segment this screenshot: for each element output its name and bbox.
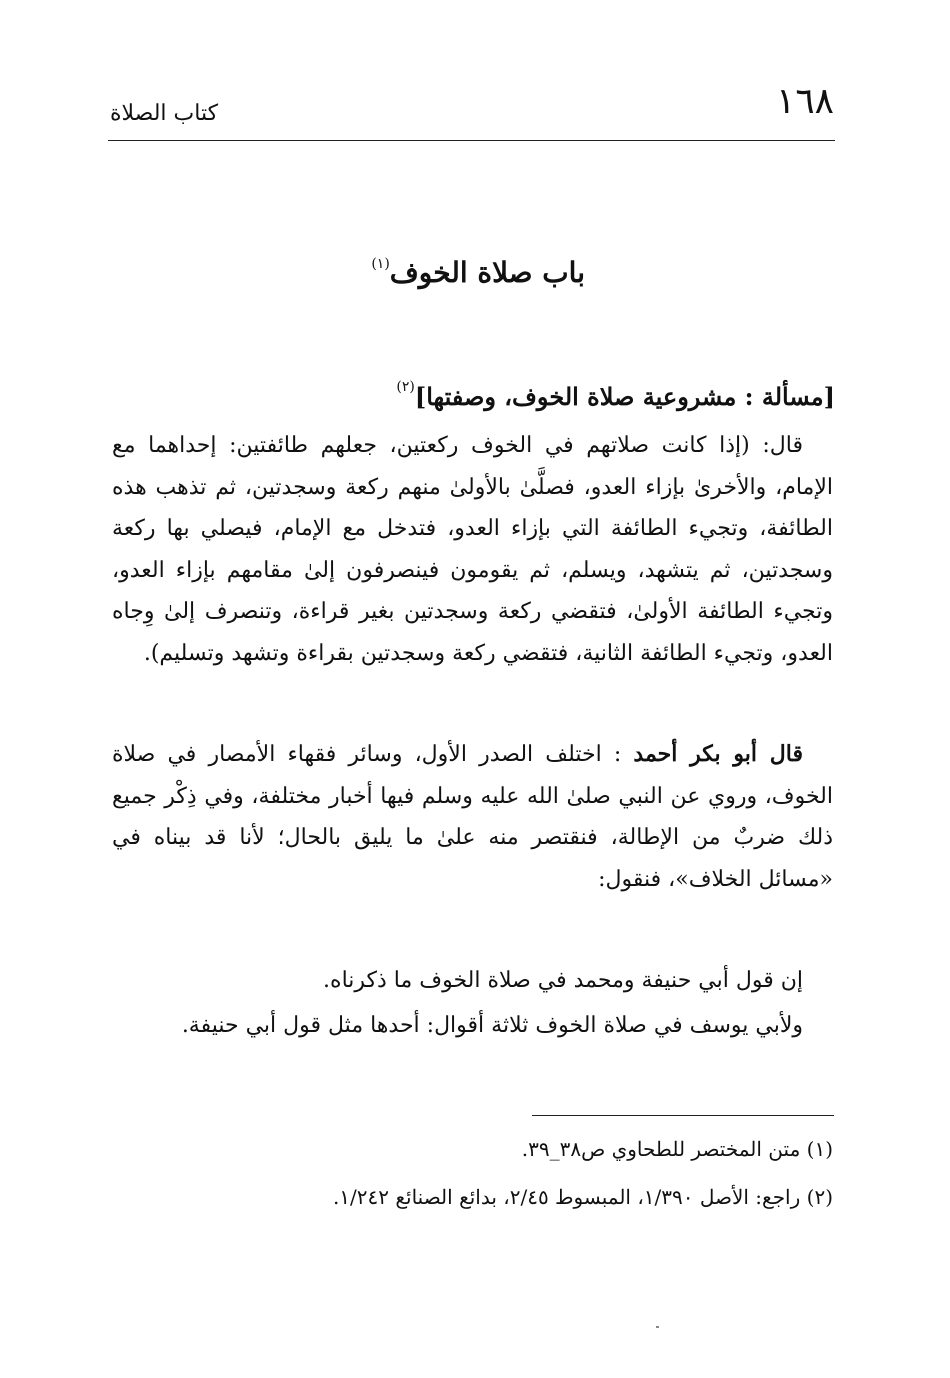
chapter-title <box>300 244 585 293</box>
paragraph-abu-bakr-text: : اختلف الصدر الأول، وسائر فقهاء الأمصار في صلاة الخوف، وروي عن النبي صلىٰ الله عليه وسلم فيها أخبار مختلفة، وفي ذِكْر جميع ذلك ضربٌ من الإطالة، فنقتصر منه علىٰ ما يليق بالحال؛ لأنا قد بيناه في «مسائل الخلاف»، فنقول: <box>112 742 833 892</box>
chapter-footnote-ref: (١) <box>371 256 390 272</box>
issue-heading <box>330 370 835 414</box>
footnote-divider <box>532 1115 834 1116</box>
page-number: ١٦٨ <box>775 81 834 122</box>
paragraph-abu-bakr <box>112 734 833 900</box>
paragraph-abu-yusuf: ولأبي يوسف في صلاة الخوف ثلاثة أقوال: أحدها مثل قول أبي حنيفة. <box>181 1013 803 1038</box>
paragraph-abu-hanifa: إن قول أبي حنيفة ومحمد في صلاة الخوف ما ذكرناه. <box>323 968 803 993</box>
footnote-1: (١) متن المختصر للطحاوي ص٣٨_٣٩. <box>521 1137 833 1161</box>
paragraph-text: قال: (إذا كانت صلاتهم في الخوف ركعتين، جعلهم طائفتين: إحداهما مع الإمام، والأخرىٰ بإزاء العدو، فصلَّىٰ بالأولىٰ منهم ركعة وسجدتين، ثم تذهب هذه الطائفة، وتجيء الطائفة التي بإزاء العدو، فتدخل مع الإمام، فيصلي بها ركعة وسجدتين، ثم يتشهد، ويسلم، ثم يقومون فينصرفون إلىٰ مقامهم بإزاء العدو، وتجيء الطائفة الأولىٰ، فتقضي ركعة وسجدتين بغير قراءة، وتنصرف إلىٰ وِجاه العدو، وتجيء الطائفة الثانية، فتقضي ركعة وسجدتين بقراءة وتشهد وتسليم). <box>112 433 833 666</box>
speaker-name: قال أبو بكر أحمد <box>633 741 803 767</box>
chapter-title-text: باب صلاة الخوف <box>389 256 585 289</box>
scan-speck <box>656 1326 659 1328</box>
issue-footnote-ref: (٢) <box>396 379 415 395</box>
footnote-2: (٢) راجع: الأصل ١/٣٩٠، المبسوط ٢/٤٥، بدائع الصنائع ١/٢٤٢. <box>332 1185 833 1209</box>
header-divider <box>108 140 835 141</box>
issue-heading-text: [مسألة : مشروعية صلاة الخوف، وصفتها] <box>414 382 835 411</box>
running-header-title: كتاب الصلاة <box>110 101 219 126</box>
